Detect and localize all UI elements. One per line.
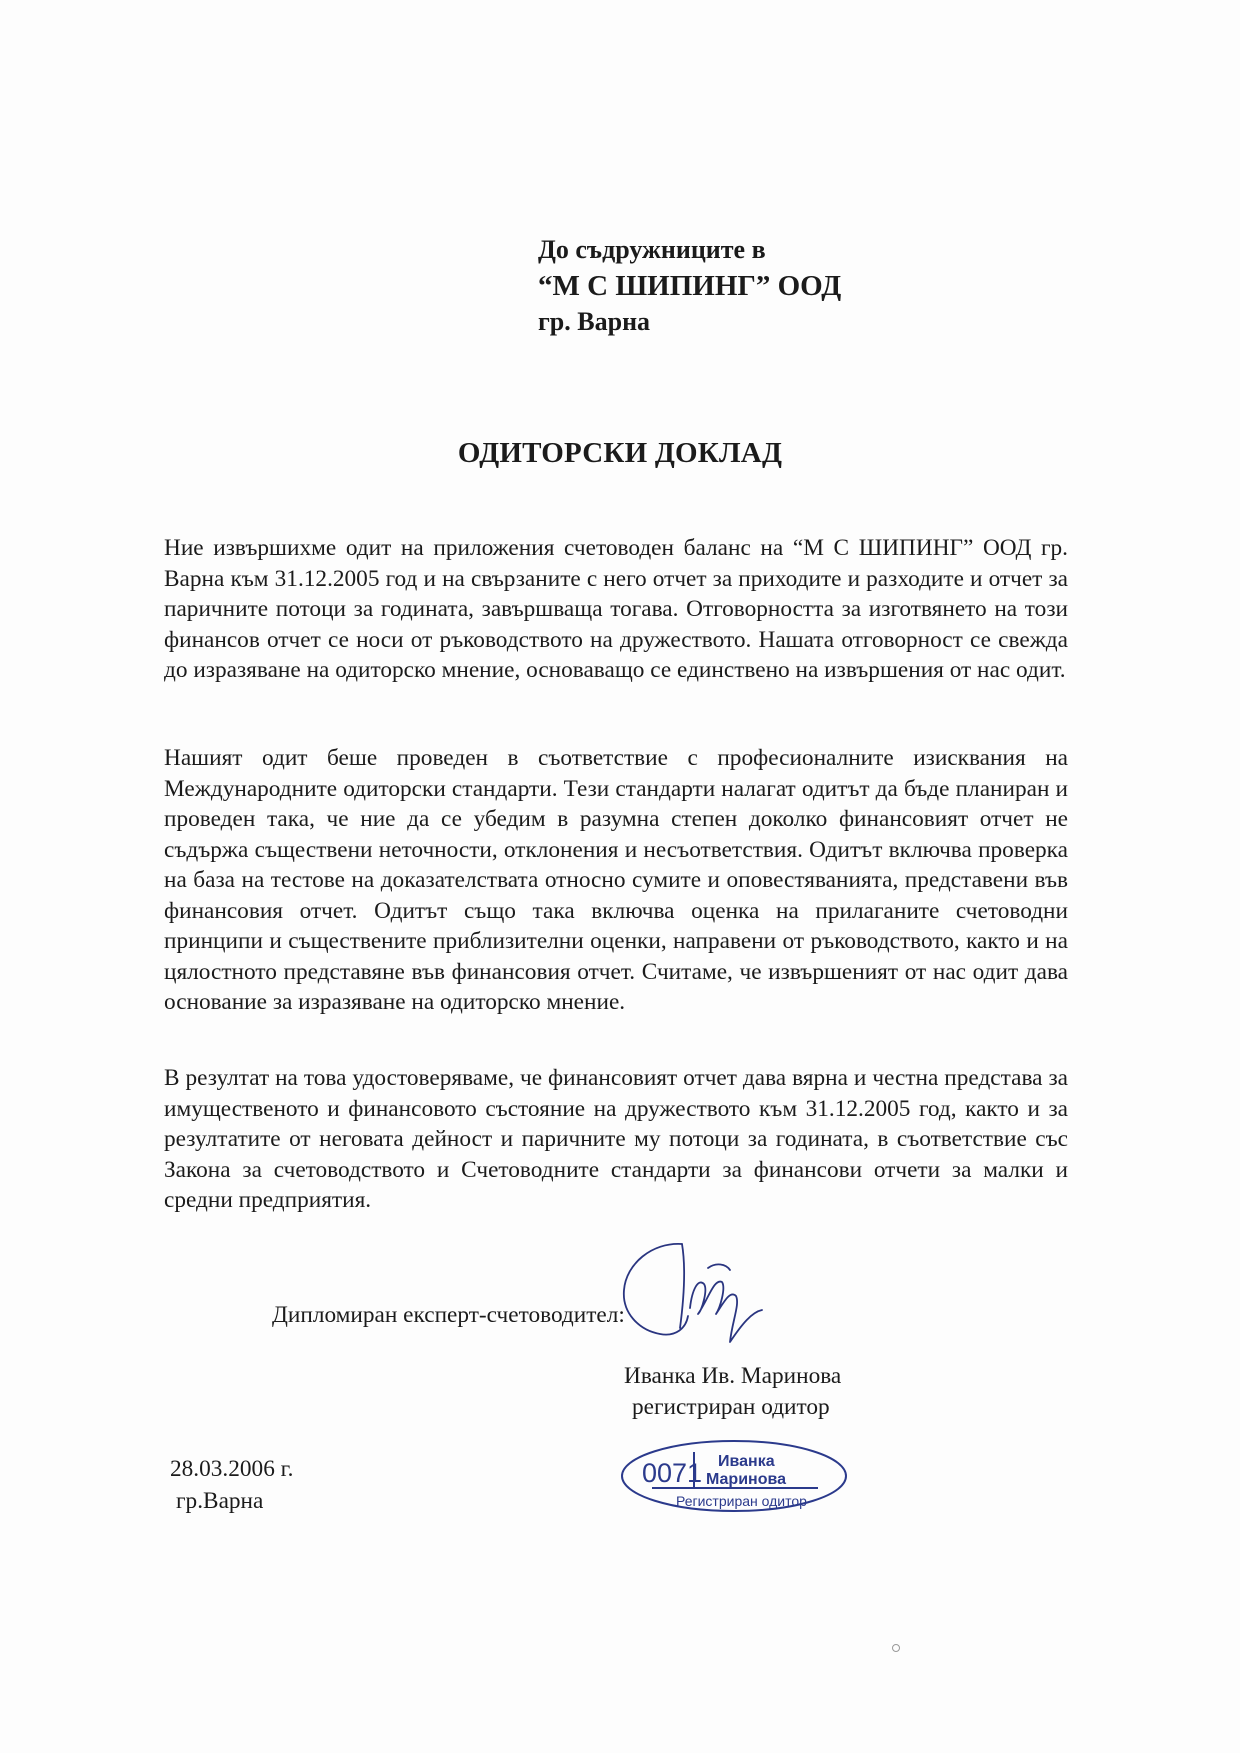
page-mark — [892, 1644, 900, 1652]
stamp-bottom-text: Регистриран одитор — [676, 1493, 807, 1509]
auditor-stamp — [618, 1438, 850, 1518]
signature-label: Дипломиран експерт-счетоводител: — [272, 1302, 625, 1328]
paragraph-3: В резултат на това удостоверяваме, че финансовият отчет дава вярна и честна представа за имущественото и финансовото състояние на дружеството към 31.12.2005 год, както и за резултатите от неговата дейност и паричните му потоци за годината, в съответствие със Закона за счетоводството и Счетоводните стандарти за финансови отчети за малки и средни предприятия. — [164, 1065, 1068, 1213]
stamp-number: 0071 — [642, 1458, 703, 1488]
auditor-role: регистриран одитор — [632, 1394, 830, 1420]
paragraph-2: Нашият одит беше проведен в съответствие с професионалните изисквания на Международните одиторски стандарти. Тези стандарти налагат одитът да бъде планиран и проведен така, че ние да се убедим в разумна степен доколко финансовият отчет не съдържа съществени неточности, отклонения и несъответствия. Одитът включва проверка на база на тестове на доказателствата относно сумите и оповестяванията, представени във финансовия отчет. Одитът също така включва оценка на прилаганите счетоводни принципи и съществените приблизителни оценки, направени от ръководството, както и на цялостното представяне във финансовия отчет. Считаме, че извършеният от нас одит дава основание за изразяване на одиторско мнение. — [164, 745, 1068, 1015]
addressee-line-1: До съдружниците в — [538, 235, 766, 264]
document-place: гр.Варна — [176, 1488, 264, 1514]
handwritten-signature — [612, 1238, 772, 1348]
stamp-name-line-1: Иванка — [718, 1453, 775, 1470]
paragraph-1: Ние извършихме одит на приложения счетоводен баланс на “М С ШИПИНГ” ООД гр. Варна към 31.12.2005 год и на свързаните с него отчет за приходите и разходите и отчет за паричните потоци за годината, завършваща тогава. Отговорността за изготвянето на този финансов отчет се носи от ръководството на дружеството. Нашата отговорност се свежда до изразяване на одиторско мнение, основаващо се единствено на извършения от нас одит. — [164, 535, 1068, 683]
addressee-block — [538, 232, 841, 340]
auditor-name: Иванка Ив. Маринова — [624, 1363, 842, 1389]
addressee-company: “М С ШИПИНГ” ООД — [538, 270, 842, 302]
addressee-city: гр. Варна — [538, 307, 651, 336]
document-title: ОДИТОРСКИ ДОКЛАД — [457, 437, 783, 469]
document-date: 28.03.2006 г. — [170, 1456, 294, 1482]
stamp-name-line-2: Маринова — [706, 1471, 786, 1488]
